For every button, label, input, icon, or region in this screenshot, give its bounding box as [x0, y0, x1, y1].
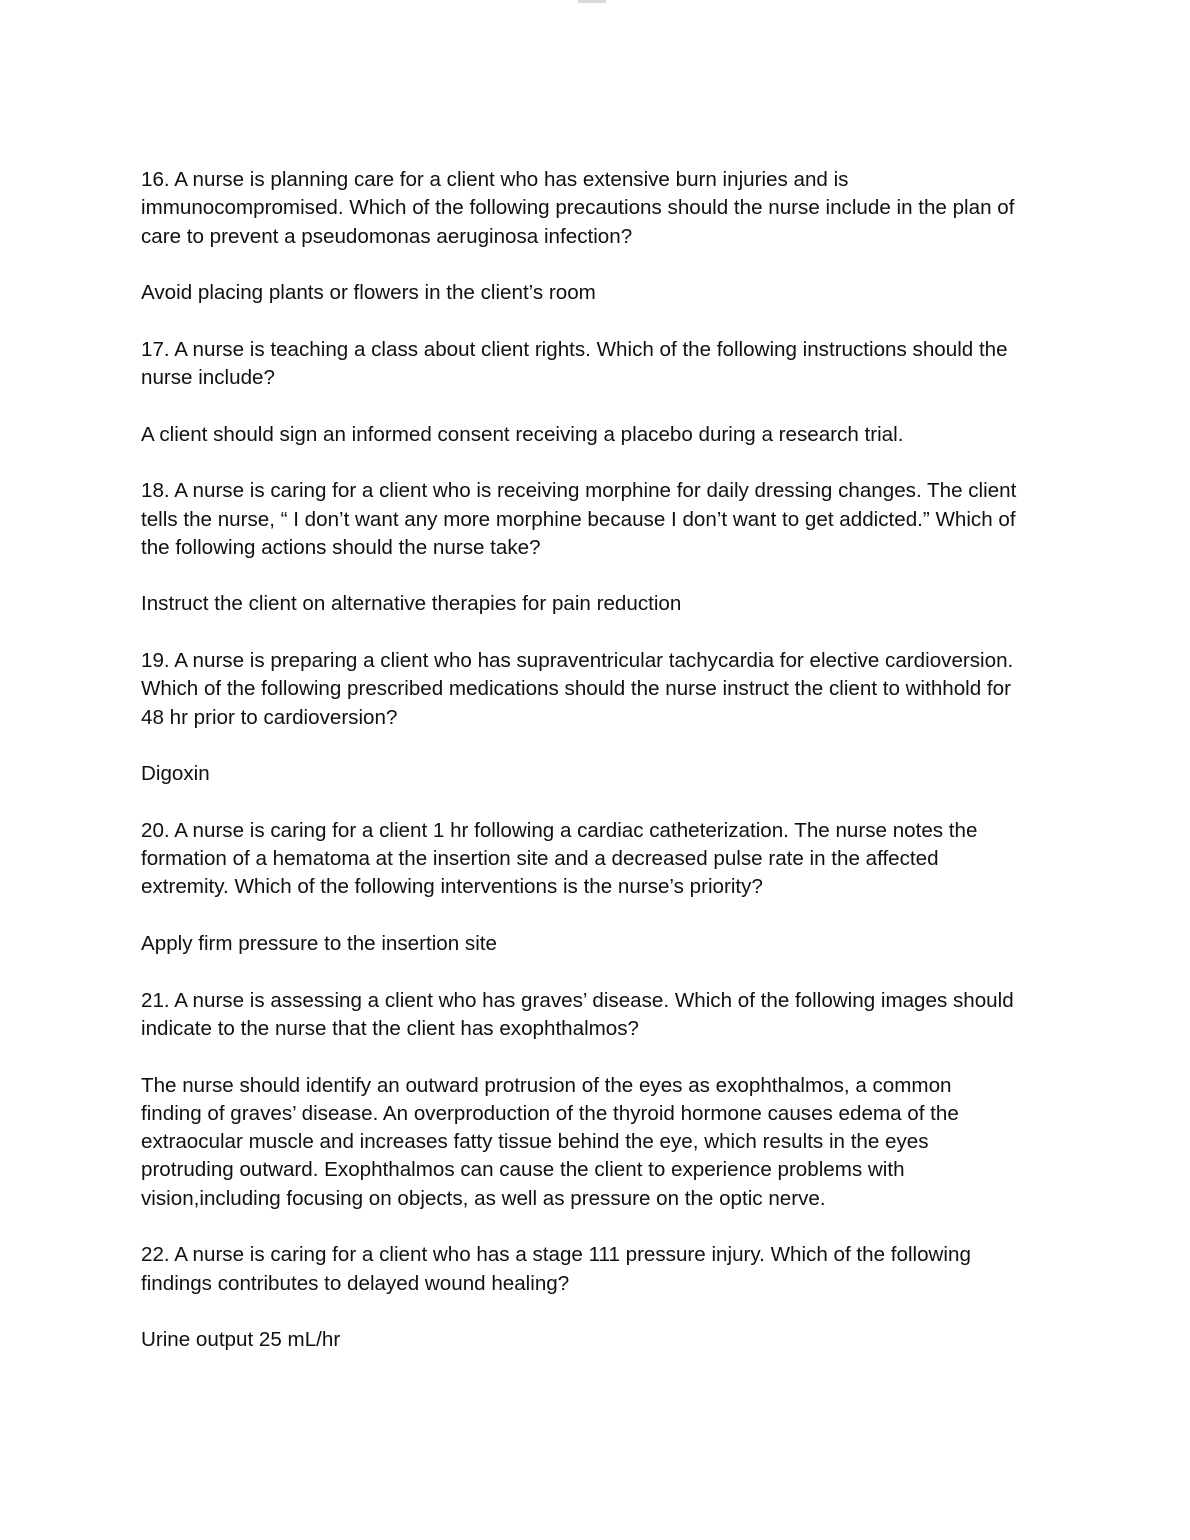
answer-16: Avoid placing plants or flowers in the client’s room — [141, 281, 596, 305]
question-17: 17. A nurse is teaching a class about client rights. Which of the following instructions should the nurse include? — [141, 337, 1008, 390]
answer-19: Digoxin — [141, 762, 210, 786]
qa-item-21 — [141, 987, 1061, 1213]
answer-18: Instruct the client on alternative therapies for pain reduction — [141, 592, 682, 616]
answer-17: A client should sign an informed consent receiving a placebo during a research trial. — [141, 422, 904, 446]
question-21: 21. A nurse is assessing a client who has graves’ disease. Which of the following images should indicate to the nurse that the client has exophthalmos? — [141, 988, 1014, 1040]
question-18: 18. A nurse is caring for a client who is receiving morphine for daily dressing changes. The client tells the nurse, “ I don’t want any more morphine because I don’t want to get addicted.” Which of the following actions should the nurse take? — [141, 479, 1017, 559]
document-body — [141, 166, 1061, 1383]
qa-item-20 — [141, 817, 1061, 958]
question-19: 19. A nurse is preparing a client who has supraventricular tachycardia for elective cardioversion. Which of the following prescribed medications should the nurse instruct the client to withhold for 48 hr prior to cardioversion? — [141, 649, 1014, 729]
question-16: 16. A nurse is planning care for a client who has extensive burn injuries and is immunocompromised. Which of the following precautions should the nurse include in the plan of care to prevent a pseudomonas aeruginosa infection? — [141, 168, 1015, 248]
question-22: 22. A nurse is caring for a client who has a stage 111 pressure injury. Which of the following findings contributes to delayed wound healing? — [141, 1243, 971, 1295]
answer-20: Apply firm pressure to the insertion site — [141, 932, 497, 956]
qa-item-16 — [141, 166, 1061, 307]
qa-item-18 — [141, 477, 1061, 618]
answer-22: Urine output 25 mL/hr — [141, 1328, 341, 1352]
question-20: 20. A nurse is caring for a client 1 hr following a cardiac catheterization. The nurse notes the formation of a hematoma at the insertion site and a decreased pulse rate in the affected extremity. Which of the following interventions is the nurse’s priority? — [141, 818, 978, 899]
qa-item-17 — [141, 336, 1061, 449]
header-mark — [578, 0, 606, 3]
answer-21: The nurse should identify an outward protrusion of the eyes as exophthalmos, a common finding of graves’ disease. An overproduction of the thyroid hormone causes edema of the extraocular muscle and increases fatty tissue behind the eye, which results in the eyes protruding outward. Exophthalmos can cause the client to experience problems with vision,including focusing on objects, as well as pressure on the optic nerve. — [141, 1073, 959, 1210]
qa-item-22 — [141, 1241, 1061, 1354]
qa-item-19 — [141, 647, 1061, 788]
